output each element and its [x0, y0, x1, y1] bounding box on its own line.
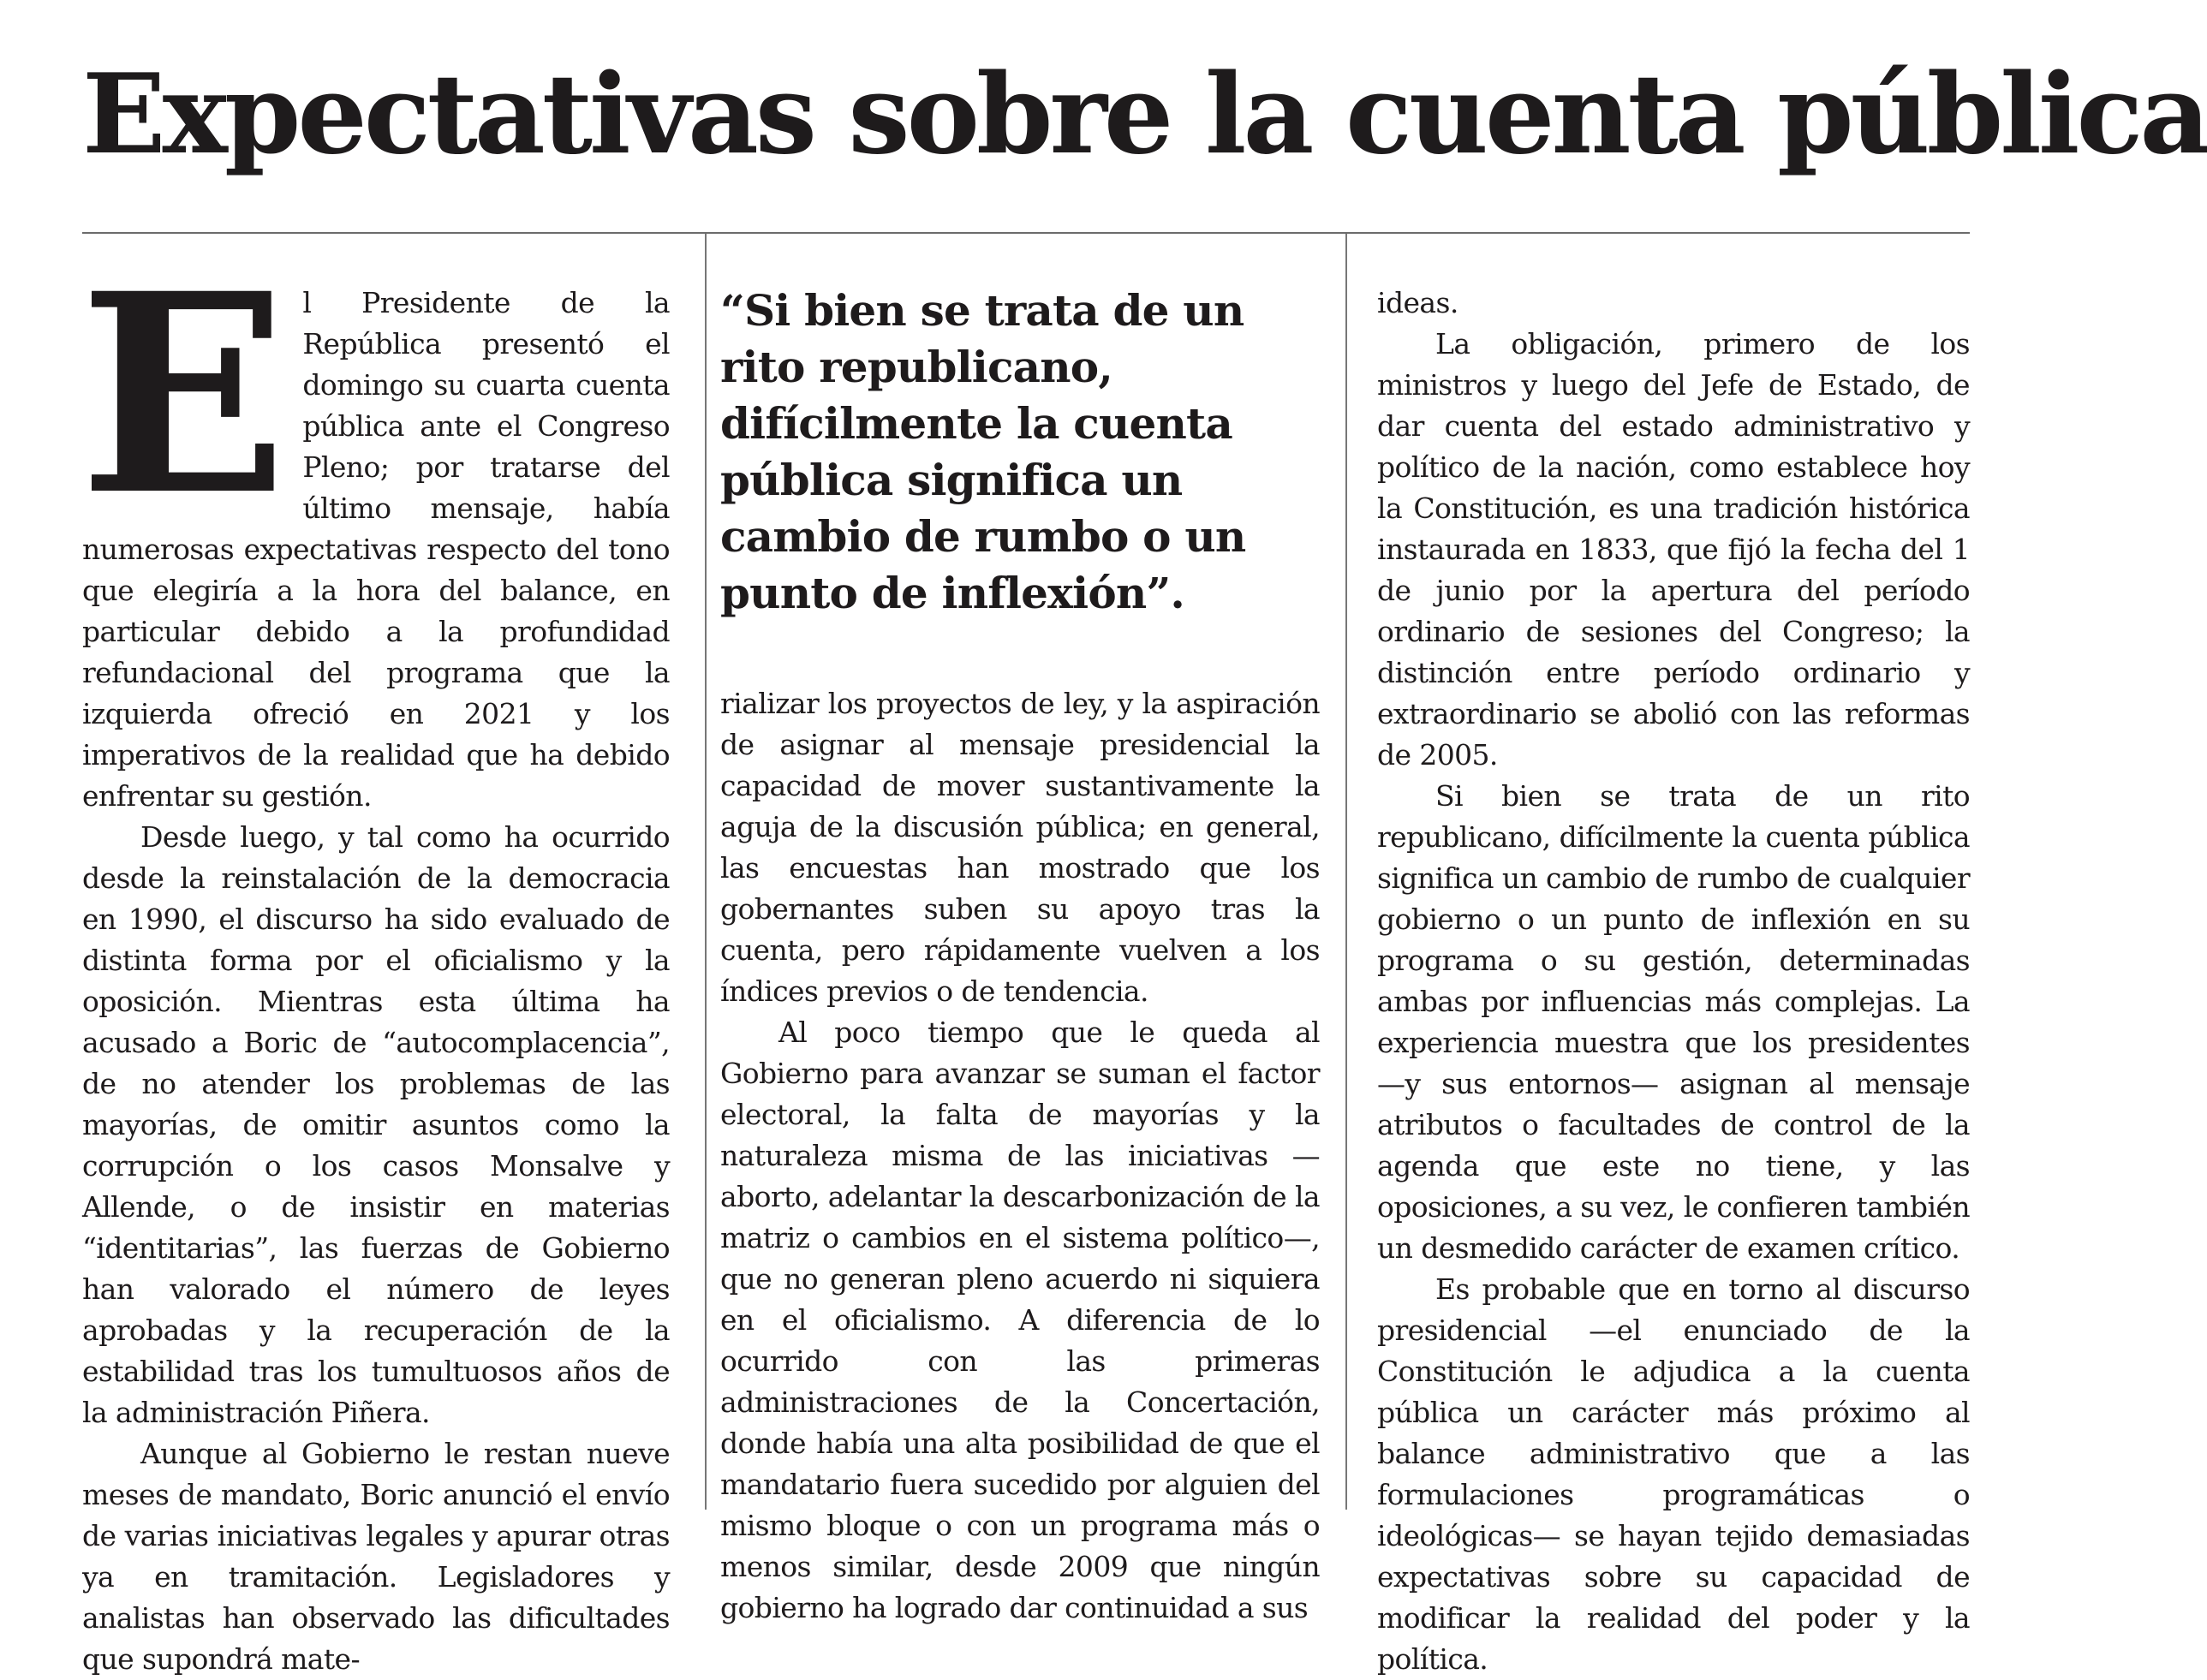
column-1-text	[79, 235, 670, 1680]
paragraph-8: Si bien se trata de un rito republicano, difícilmente la cuenta pública significa un cambio de rumbo de cualquier gobierno o un punto de inflexión en su programa o su gestión, determinadas ambas por influencias más complejas. La experiencia muestra que los presidentes —y sus entornos— asignan al mensaje atributos o facultades de control de la agenda que este no tiene, y las oposiciones, a su vez, le confieren también un desmedido carácter de examen crítico.	[1377, 779, 1971, 1265]
column-2-text	[720, 683, 1320, 1629]
column-divider-1	[705, 234, 707, 1510]
paragraph-4: rializar los proyectos de ley, y la aspiración de asignar al mensaje presidencial la capacidad de mover sustantivamente la aguja de la discusión pública; en general, las encuestas han mostrado que los gobernantes suben su apoyo tras la cuenta, pero rápidamente vuelven a los índices previos o de tendencia.	[720, 687, 1320, 1008]
paragraph-5: Al poco tiempo que le queda al Gobierno para avanzar se suman el factor electoral, la falta de mayorías y la naturaleza misma de las iniciativas —aborto, adelantar la descarbonización de la matriz o cambios en el sistema político—, que no generan pleno acuerdo ni siquiera en el oficialismo. A diferencia de lo ocurrido con las primeras administraciones de la Concertación, donde había una alta posibilidad de que el mandatario fuera sucedido por alguien del mismo bloque o con un programa más o menos similar, desde 2009 que ningún gobierno ha logrado dar continuidad a sus	[720, 1016, 1320, 1624]
headline-rule	[82, 232, 1970, 234]
paragraph-9: Es probable que en torno al discurso presidencial —el enunciado de la Constitución le adjudica a la cuenta pública un carácter más próximo al balance administrativo que a las formulaciones programáticas o ideológicas— se hayan tejido demasiadas expectativas sobre su capacidad de modificar la realidad del poder y la política.	[1377, 1272, 1970, 1676]
column-1	[79, 235, 670, 1680]
paragraph-1	[79, 235, 670, 817]
column-3	[1377, 283, 1970, 1680]
column-divider-2	[1345, 234, 1347, 1510]
column-3-text	[1377, 283, 1970, 1680]
paragraph-3: Aunque al Gobierno le restan nueve meses de mandato, Boric anunció el envío de varias iniciativas legales y apurar otras ya en tramitación. Legisladores y analistas han observado las dificultades que supondrá mate-	[82, 1437, 670, 1676]
paragraph-7: La obligación, primero de los ministros y luego del Jefe de Estado, de dar cuenta del estado administrativo y político de la nación, como establece hoy la Constitución, es una tradición histórica instaurada en 1833, que fijó la fecha del 1 de junio por la apertura del período ordinario de sesiones del Congreso; la distinción entre período ordinario y extraordinario se abolió con las reformas de 2005.	[1377, 327, 1970, 771]
drop-cap: E	[79, 235, 288, 556]
headline: Expectativas sobre la cuenta pública	[82, 51, 2207, 179]
paragraph-2: Desde luego, y tal como ha ocurrido desde la reinstalación de la democracia en 1990, el discurso ha sido evaluado de distinta forma por el oficialismo y la oposición. Mientras esta última ha acusado a Boric de “autocomplacencia”, de no atender los problemas de las mayorías, de omitir asuntos como la corrupción o los casos Monsalve y Allende, o de insistir en materias “identitarias”, las fuerzas de Gobierno han valorado el número de leyes aprobadas y la recuperación de la estabilidad tras los tumultuosos años de la administración Piñera.	[82, 820, 670, 1429]
pull-quote: “Si bien se trata de un rito republicano, difícilmente la cuenta pública significa un cambio de rumbo o un punto de inflexión”.	[720, 285, 1246, 618]
paragraph-1-text: l Presidente de la República presentó el domingo su cuarta cuenta pública ante el Congreso Pleno; por tratarse del último mensaje, había numerosas expectativas respecto del tono que elegiría a la hora del balance, en particular debido a la profundidad refundacional del programa que la izquierda ofreció en 2021 y los imperativos de la realidad que ha debido enfrentar su gestión.	[82, 286, 670, 813]
column-2	[720, 283, 1320, 1629]
paragraph-6: ideas.	[1377, 286, 1458, 319]
